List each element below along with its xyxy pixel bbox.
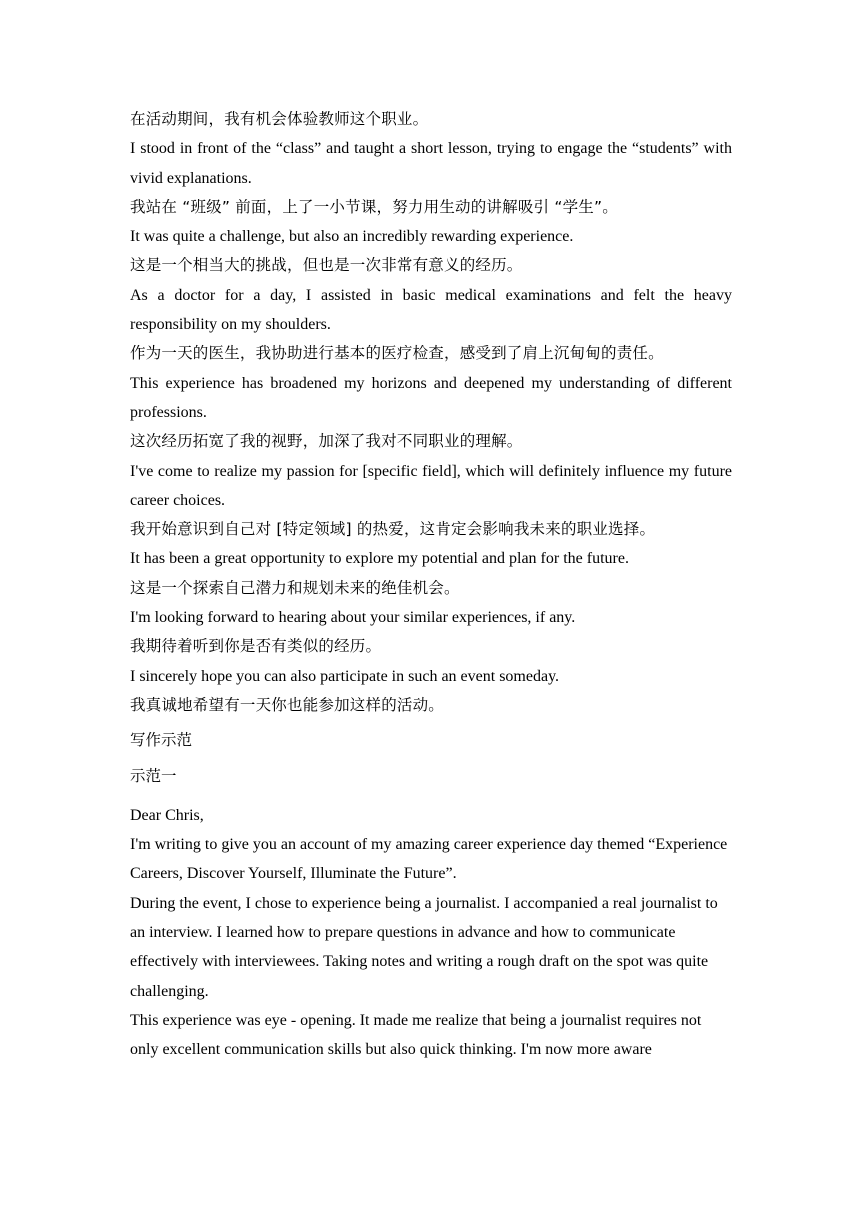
letter-intro: I'm writing to give you an account of my amazing career experience day themed “Experience Careers, Discover Yourself, Illuminate the Future”. [130,836,728,883]
paragraph-cn: 我站在 “班级” 前面，上了一小节课，努力用生动的讲解吸引 “学生”。 [130,197,618,216]
letter-greeting: Dear Chris, [130,806,204,824]
paragraph-cn: 我真诚地希望有一天你也能参加这样的活动。 [130,695,445,714]
sample-letter [130,801,732,1065]
paragraph-cn: 这是一个相当大的挑战，但也是一次非常有意义的经历。 [130,256,523,275]
letter-body-paragraph: This experience was eye - opening. It made me realize that being a journalist requires not only excellent communication skills but also quick thinking. I'm now more aware [130,1011,702,1059]
letter-body-paragraph: During the event, I chose to experience being a journalist. I accompanied a real journalist to an interview. I learned how to prepare questions in advance and how to communicate effectively with interviewees. Taking notes and writing a rough draft on the spot was quite challenging. [130,894,718,1000]
paragraph-cn: 我期待着听到你是否有类似的经历。 [130,637,382,656]
paragraph-en: This experience has broadened my horizons and deepened my understanding of different professions. [130,374,732,421]
sample-heading: 示范一 [130,766,177,785]
paragraph-cn: 在活动期间，我有机会体验教师这个职业。 [130,110,429,128]
paragraph-en: I've come to realize my passion for [specific field], which will definitely influence my future career choices. [130,462,732,509]
section-heading: 写作示范 [130,731,193,750]
paragraph-cn: 这次经历拓宽了我的视野，加深了我对不同职业的理解。 [130,432,523,451]
paragraph-en: I sincerely hope you can also participate in such an event someday. [130,667,560,685]
paragraph-en: As a doctor for a day, I assisted in basic medical examinations and felt the heavy responsibility on my shoulders. [130,286,732,334]
paragraph-en: It was quite a challenge, but also an incredibly rewarding experience. [130,228,574,246]
paragraph-en: I'm looking forward to hearing about your similar experiences, if any. [130,609,576,627]
paragraph-cn: 这是一个探索自己潜力和规划未来的绝佳机会。 [130,578,460,597]
paragraph-cn: 作为一天的医生，我协助进行基本的医疗检查，感受到了肩上沉甸甸的责任。 [130,344,664,363]
document-content [130,105,732,1065]
paragraph-en: It has been a great opportunity to explore my potential and plan for the future. [130,550,629,568]
paragraph-cn: 我开始意识到自己对 [特定领域] 的热爱，这肯定会影响我未来的职业选择。 [130,520,656,539]
paragraph-en: I stood in front of the “class” and taught a short lesson, trying to engage the “students” with vivid explanations. [130,140,732,187]
